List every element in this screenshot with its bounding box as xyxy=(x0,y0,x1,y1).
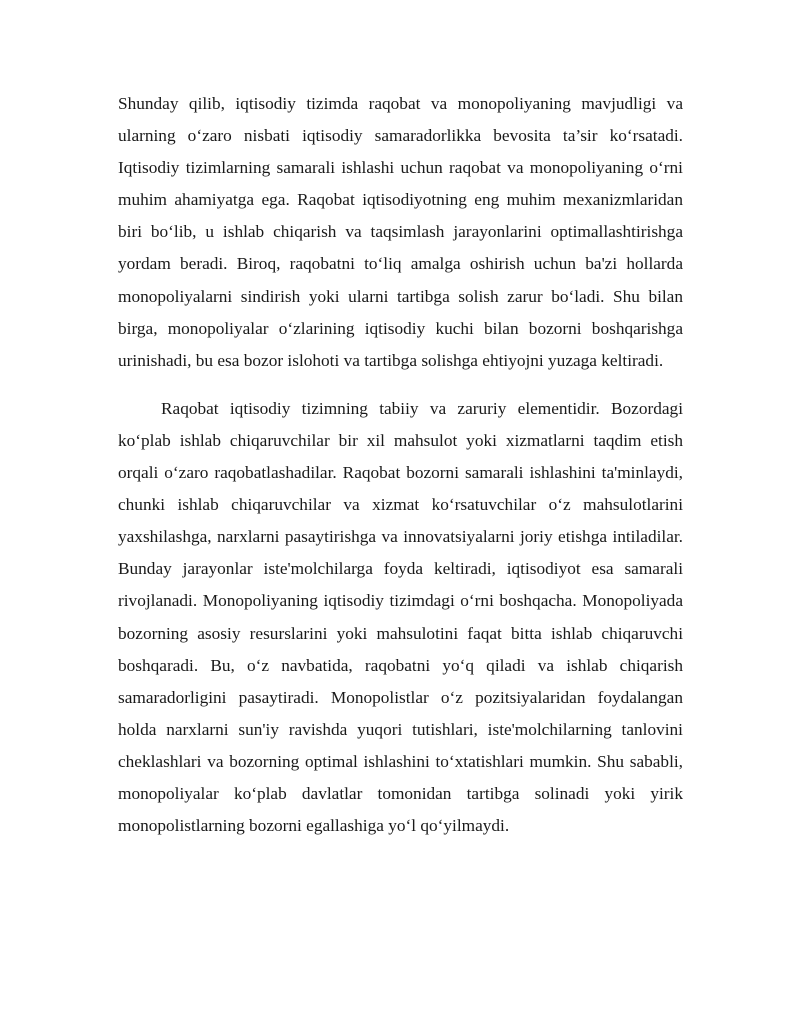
body-paragraph-1: Shunday qilib, iqtisodiy tizimda raqobat va monopoliyaning mavjudligi va ularning o‘zaro nisbati iqtisodiy samaradorlikka bevosita ta’sir ko‘rsatadi. Iqtisodiy tizimlarning samarali ishlashi uchun raqobat va monopoliyaning o‘rni muhim ahamiyatga ega. Raqobat iqtisodiyotning eng muhim mexanizmlaridan biri bo‘lib, u ishlab chiqarish va taqsimlash jarayonlarini optimallashtirishga yordam beradi. Biroq, raqobatni to‘liq amalga oshirish uchun ba'zi hollarda monopoliyalarni sindirish yoki ularni tartibga solish zarur bo‘ladi. Shu bilan birga, monopoliyalar o‘zlarining iqtisodiy kuchi bilan bozorni boshqarishga urinishadi, bu esa bozor islohoti va tartibga solishga ehtiyojni yuzaga keltiradi. xyxy=(118,94,683,370)
body-paragraph-2: Raqobat iqtisodiy tizimning tabiiy va zaruriy elementidir. Bozordagi ko‘plab ishlab chiqaruvchilar bir xil mahsulot yoki xizmatlarni taqdim etish orqali o‘zaro raqobatlashadilar. Raqobat bozorni samarali ishlashini ta'minlaydi, chunki ishlab chiqaruvchilar va xizmat ko‘rsatuvchilar o‘z mahsulotlarini yaxshilashga, narxlarni pasaytirishga va innovatsiyalarni joriy etishga intiladilar. Bunday jarayonlar iste'molchilarga foyda keltiradi, iqtisodiyot esa samarali rivojlanadi. Monopoliyaning iqtisodiy tizimdagi o‘rni boshqacha. Monopoliyada bozorning asosiy resurslarini yoki mahsulotini faqat bitta ishlab chiqaruvchi boshqaradi. Bu, o‘z navbatida, raqobatni yo‘q qiladi va ishlab chiqarish samaradorligini pasaytiradi. Monopolistlar o‘z pozitsiyalaridan foydalangan holda narxlarni sun'iy ravishda yuqori tutishlari, iste'molchilarning tanlovini cheklashlari va bozorning optimal ishlashini to‘xtatishlari mumkin. Shu sababli, monopoliyalar ko‘plab davlatlar tomonidan tartibga solinadi yoki yirik monopolistlarning bozorni egallashiga yo‘l qo‘yilmaydi. xyxy=(118,398,683,836)
document-page xyxy=(118,88,683,842)
